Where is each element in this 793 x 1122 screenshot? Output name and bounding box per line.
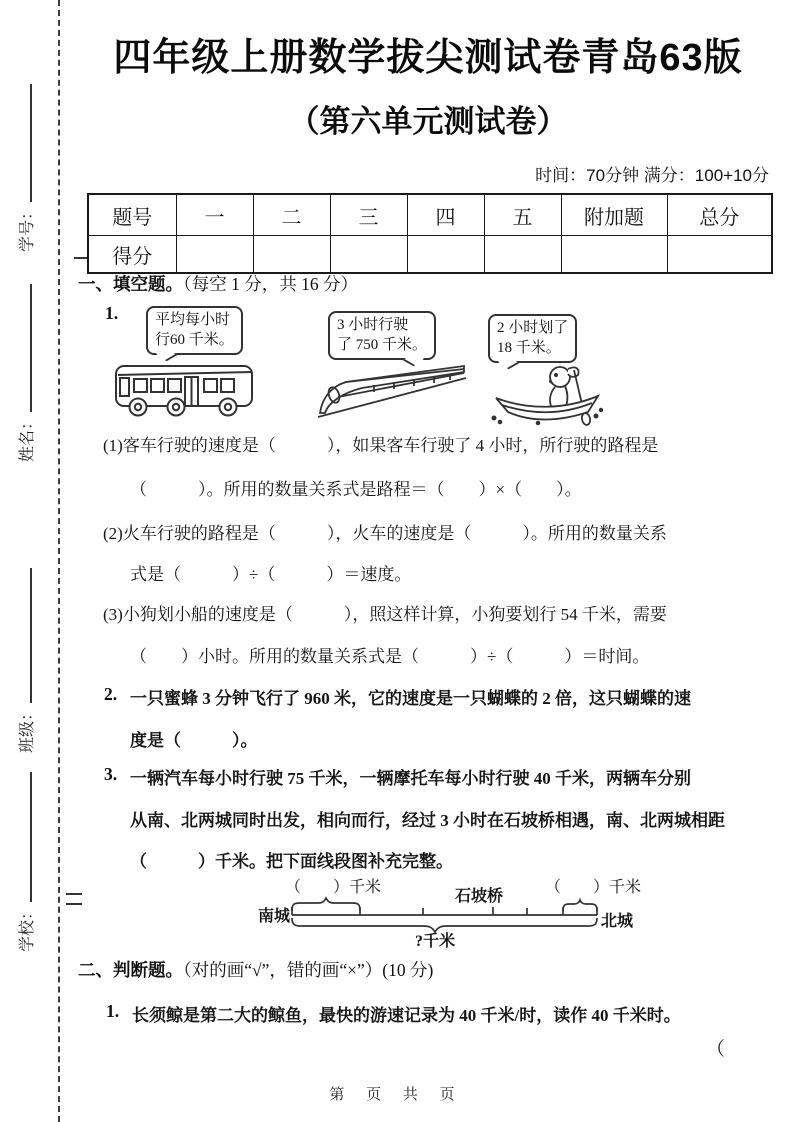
train-bubble-text-2: 了 750 千米。 [337,337,428,354]
score-cell-empty [176,236,253,274]
dog-boat-illustration [488,360,606,426]
q3-line3: （ ）千米。把下面线段图补充完整。 [130,852,453,871]
student-name-blank [28,284,32,412]
class-blank [28,568,32,703]
q1-sub1-line1: (1)客车行驶的速度是（ ），如果客车行驶了 4 小时，所行驶的路程是 [103,436,659,455]
q1-sub1-line2: （ ）。所用的数量关系式是路程＝（ ）×（ ）。 [130,480,582,499]
section-fill-heading-title: 一、填空题。 [78,274,183,294]
section-fill-heading [78,271,358,296]
section-judge-heading [78,957,433,982]
diagram-total-label: ?千米 [414,933,456,950]
class-field [14,568,37,753]
q2-line1: 一只蜜蜂 3 分钟飞行了 960 米，它的速度是一只蝴蝶的 2 倍，这只蝴蝶的速 [130,689,691,708]
fold-mark-bottom [66,893,82,905]
time-score-meta: 时间：70分钟 满分：100+10分 [535,166,769,185]
score-cell-empty [330,236,407,274]
dog-bubble-text-2: 18 千米。 [497,340,561,357]
school-label: 学校： [19,903,36,952]
page-title: 四年级上册数学拔尖测试卷青岛63版 [113,37,743,79]
section-fill-heading-note: （每空 1 分，共 16 分） [183,274,358,294]
score-cell-empty [484,236,561,274]
score-table-header-cell: 题号 [88,194,176,236]
dog-bubble-text-1: 2 小时划了 [497,320,569,336]
score-cell-empty [407,236,484,274]
q1-sub2-line1: (2)火车行驶的路程是（ ），火车的速度是（ ）。所用的数量关系 [103,524,667,543]
score-table-header-cell: 附加题 [561,194,667,236]
page-footer: 第 页 共 页 [329,1087,464,1103]
q1-sub3-line1: (3)小狗划小船的速度是（ ），照这样计算，小狗要划行 54 千米，需要 [103,605,667,624]
dog-speech-bubble [488,314,577,363]
q3-line2: 从南、北两城同时出发，相向而行，经过 3 小时在石坡桥相遇，南、北两城相距 [130,811,725,830]
bus-bubble-text-1: 平均每小时 [155,312,231,328]
score-table-header-cell: 一 [176,194,253,236]
q3-number: 3. [104,764,118,784]
score-row-label: 得分 [88,236,176,274]
section-judge-heading-note: （对的画“√”，错的画“×”）(10 分) [183,960,434,980]
score-table-score-row [88,236,772,274]
score-cell-empty [667,236,772,274]
q2-line2: 度是（ ）。 [130,731,258,750]
bus-bubble-text-2: 行60 千米。 [155,332,234,349]
score-table-header-cell: 二 [253,194,330,236]
q1-sub3-line2: （ ）小时。所用的数量关系式是（ ）÷（ ）＝时间。 [130,647,650,666]
diagram-south-city-label: 南城 [257,908,290,925]
train-illustration [316,357,468,421]
train-bubble-text-1: 3 小时行驶 [337,317,409,333]
segment-diagram [238,870,713,952]
student-name-field [14,284,37,462]
student-id-label: 学号： [19,203,36,252]
score-table-header-cell: 五 [484,194,561,236]
school-blank [28,772,32,902]
student-id-field [14,84,37,252]
judge-q1-text: 长须鲸是第二大的鲸鱼，最快的游速记录为 40 千米/时，读作 40 千米时。 [132,1006,681,1025]
q1-number: 1. [105,303,119,323]
score-cell-empty [561,236,667,274]
binding-dashed-line [58,0,60,1122]
score-cell-empty [253,236,330,274]
diagram-right-km-label: （ ）千米 [545,879,642,896]
q3-line1: 一辆汽车每小时行驶 75 千米，一辆摩托车每小时行驶 40 千米，两辆车分别 [130,769,691,788]
bus-speech-bubble [146,306,243,355]
judge-q1-answer-paren: （ [706,1039,726,1060]
student-id-blank [28,84,32,202]
q2-number: 2. [104,684,118,704]
class-label: 班级： [19,704,36,753]
school-field [14,772,37,952]
fold-mark-top [74,257,87,259]
score-table-header-cell: 四 [407,194,484,236]
judge-q1-number: 1. [106,1001,120,1021]
page-subtitle: （第六单元测试卷） [288,104,568,139]
bus-illustration [112,355,256,421]
train-speech-bubble [328,311,436,360]
diagram-bridge-label: 石坡桥 [455,888,504,905]
score-table-header-row [88,194,772,236]
diagram-left-km-label: （ ）千米 [285,879,382,896]
score-table [87,193,773,274]
section-judge-heading-title: 二、判断题。 [78,960,183,980]
score-table-header-cell: 总分 [667,194,772,236]
student-name-label: 姓名： [19,413,36,462]
diagram-north-city-label: 北城 [601,913,634,930]
q1-sub2-line2: 式是（ ）÷（ ）＝速度。 [130,565,412,584]
score-table-header-cell: 三 [330,194,407,236]
